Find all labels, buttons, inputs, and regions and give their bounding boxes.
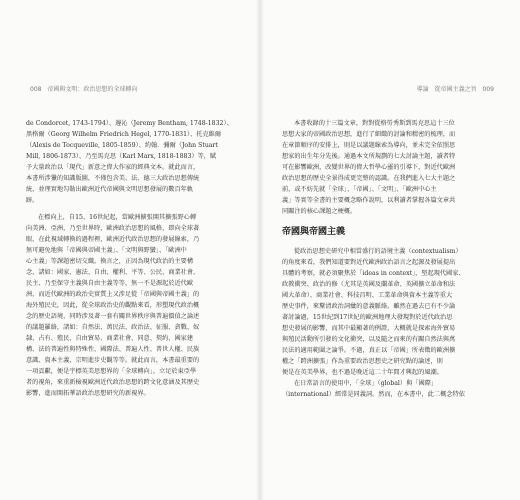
text-line: 無可避免地與「帝國與帝國主義」、「文明與野蠻」、「歐洲中 [26, 247, 187, 254]
right-body-text [282, 118, 494, 400]
text-line: 跡。 [26, 197, 39, 204]
text-line: 本書所涉獵的知識版圖，不僅包含美、法、德三大政治思想傳統 [26, 175, 200, 182]
text-line: 黑格爾（Georg Wilhelm Friedrich Hegel, 1770-1831）、托克維爾 [26, 131, 222, 138]
text-line: 國大革命）、商業社會、科技昌明、工業革命與資本主義等重大 [282, 292, 453, 299]
text-line: 意識、資本主義，宗明進步史觀等等。就此而言，本書最重要的 [26, 357, 200, 364]
text-line: 從政治思想史研究中相當盛行的語境主義（contextualism） [294, 248, 462, 255]
text-line: 在標向上，自15、16世紀起，當歐洲擴張開其擴張野心轉 [38, 214, 197, 221]
text-line: 予大量政治以「現代」新意之偉大作家的經典文本。就此而言， [26, 164, 200, 171]
text-line: 構、法的普遍性與特殊性、國際法、普遍人性、普世人權、民族 [26, 346, 200, 353]
text-line: 者的視角，來重新檢視歐洲近代政治思想的跨文化意涵及其歷史 [26, 379, 200, 386]
text-line: 在章節順序的安排上，則是以議題線索為導向，並未完全依照思 [282, 142, 456, 149]
text-line: 著討論過，15世紀到17世紀的歐洲地理大發現對於近代政治思 [282, 314, 453, 321]
text-line: de Condorcet, 1743-1794）、邊沁（Jeremy Bentham, 1748-1832）、 [26, 120, 233, 127]
left-body-text [26, 118, 238, 399]
left-running-header [26, 84, 137, 93]
text-line: 想家的出生年分先後。通過本文所規劃的七大討論主題，讀者特 [282, 153, 456, 160]
right-running-title: 導論 從帝國主義之旨 [416, 86, 477, 93]
text-line: 心主義」等課題密切交織。換言之，正因為現代政治的主要構 [26, 258, 194, 265]
right-page [260, 0, 520, 500]
text-line: 海外殖民史，因此，從全球政治史的觀點來看，形塑現代政治概 [26, 302, 200, 309]
text-line: 隸、占有、殖民、自由貿易、商業社會、同意、契約、國家建 [26, 335, 194, 342]
text-line: 念，諸如：國家、憲法、自由、權利、平等、公民、商業社會、 [26, 269, 200, 276]
text-line: 的議題羅絡，諸如：自然法、萬民法、政治法、征服、貪戰、奴 [26, 324, 200, 331]
text-line: 的角度來看，我們知道要對近代歐洲政治語言之起源及發展提出 [282, 259, 456, 266]
text-line: 向美洲、亞洲，乃至世界時，歐洲政治思想的風格，即向全球著 [26, 225, 200, 232]
text-line: 統，並理實地勾勒出歐洲近代帝國與文明思想發展的數百年軌 [26, 186, 194, 193]
text-line: 民主、乃至保守主義與自由主義等等，無一不是源起於近代歐 [26, 280, 194, 287]
text-line: 民法的適用範圍之論爭。不過，真正以「帝國」所表徵的歐洲擴 [282, 347, 456, 354]
section-heading: 帝國與帝國主義 [282, 227, 346, 237]
left-running-title: 帝國與文明：政治思想的全球轉向 [47, 86, 138, 93]
right-paragraph-2 [282, 246, 494, 400]
text-line: 在日常語言的使用中，「全球」（global）與「國際」 [294, 380, 438, 387]
text-line: Mill, 1806-1873）、乃至馬克思（Karl Marx, 1818-1883）等，賦 [26, 153, 217, 160]
text-line: 前，或不妨先就「全球」、「帝國」、「文明」、「歐洲中心主 [282, 186, 437, 193]
text-line: 念的歷史語境，同時涉及著一套有關世界秩序與普遍價值之論述 [26, 313, 200, 320]
left-paragraph-1 [26, 118, 238, 206]
text-line: （international）經常是同義詞。然而，在本書中，此二概念特依 [282, 391, 465, 398]
text-line: 一項貢獻，便是宇標英美思想界的「全球轉向」，立足於東亞學 [26, 368, 197, 375]
text-line: 具體的考察，就必須聚焦於「ideas in context」，堅起現代國家、 [282, 270, 465, 277]
text-line: （Alexis de Tocqueville, 1805-1859）、約翰．彌爾（John Stuart [26, 142, 218, 149]
left-paragraph-2 [26, 212, 238, 399]
text-line: 政治思想的歷史全景得成更完整的認識。在我們進入七大主題之 [282, 175, 456, 182]
text-line: 便是在英美學界，也不過是晚近這二十年間才興起的風潮。 [282, 369, 443, 376]
text-line: 政教衝突、政治的修（尤其是英國及蘭革命、英國擴立革命和法 [282, 281, 456, 288]
right-paragraph-1 [282, 118, 494, 217]
left-page-number: 008 [30, 86, 42, 93]
text-line: 影響，進而開拓華語政治思想研究的新視界。 [26, 390, 150, 397]
text-line: 想史發展的影響，而其中最顯著的例證，大概就是探索海外貿易 [282, 325, 456, 332]
text-line: 歷史事件，來釐清政治詞彙的意義脈絡。雖然在過去已有不少論 [282, 303, 456, 310]
text-line: 可在影響歐洲，改變世界的偉大哲學心靈的引導下，對近代歐洲 [282, 164, 456, 171]
text-line: 思想大家的帝國政治思想，進行了細緻的討論和精密的梳理，而 [282, 131, 456, 138]
text-line: 洲，而近代歐洲的政治史實質上又涉足從「帝國與帝國主義」的 [26, 291, 200, 298]
right-page-number: 009 [482, 86, 494, 93]
right-running-header [417, 84, 498, 93]
text-line: 眼，在此視域轉換的過程裡，歐洲近代政治思想的發展線索，乃 [26, 236, 200, 243]
text-line: 權之「跨洲擴張」作為重要政治思想史之研究點的論述，則 [282, 358, 443, 365]
book-gutter [256, 0, 264, 500]
text-line: 同關注的核心課題之梗概。 [282, 208, 357, 215]
text-line: 與殖民活動所引發的文化衝突，以及隨之而來的有關自然法與萬 [282, 336, 456, 343]
text-line: 義」等實等全書的主要概念略作說明，以利讀者掌握各篇文章共 [282, 197, 456, 204]
text-line: 本書收錄的十三篇文章，對對從格勞秀斯到馬克思這十三位 [294, 120, 455, 127]
